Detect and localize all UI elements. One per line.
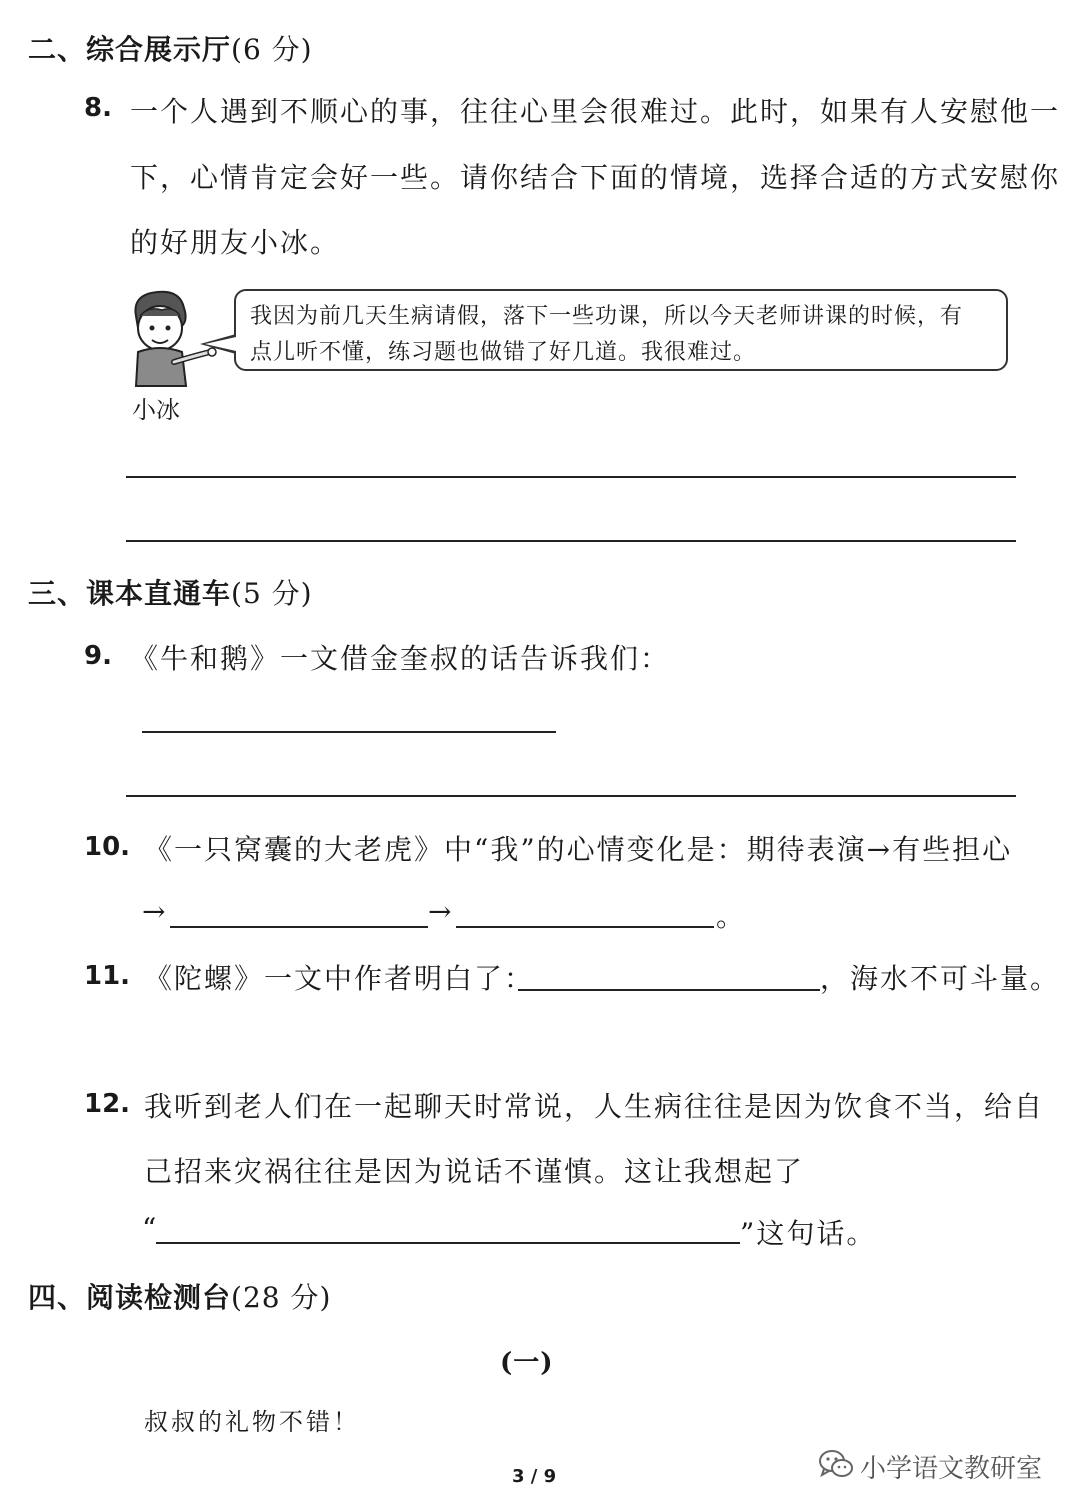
wechat-icon [818, 1448, 854, 1482]
section-4-heading [28, 1276, 331, 1316]
section-4-title: 四、阅读检测台 [28, 1281, 232, 1314]
section-2-heading [28, 28, 313, 68]
question-8-number: 8. [84, 93, 112, 123]
question-12-number: 12. [84, 1089, 131, 1119]
question-12-open-quote: “ [142, 1212, 159, 1245]
page-number: 3 / 9 [512, 1466, 557, 1487]
answer-line-q10-1[interactable] [170, 926, 428, 928]
question-10-text: 《一只窝囊的大老虎》中“我”的心情变化是：期待表演→有些担心 [144, 833, 1013, 866]
question-10-end: 。 [716, 900, 747, 933]
question-8-line-3: 的好朋友小冰。 [130, 226, 341, 259]
answer-line-q8-1[interactable] [126, 476, 1016, 478]
watermark-text: 小学语文教研室 [860, 1454, 1043, 1484]
section-2-title: 二、综合展示厅 [28, 33, 232, 66]
speech-bubble [234, 289, 1008, 371]
section-4-score: (28 分) [231, 1281, 332, 1314]
answer-line-q11[interactable] [518, 989, 820, 991]
answer-line-q8-2[interactable] [126, 540, 1016, 542]
speech-line-1: 我因为前几天生病请假，落下一些功课，所以今天老师讲课的时候，有 [250, 304, 964, 329]
section-3-title: 三、课本直通车 [28, 577, 232, 610]
section-3-score: (5 分) [231, 577, 313, 610]
question-10-arrow-2: → [428, 895, 454, 928]
answer-line-q9-2[interactable] [126, 795, 1016, 797]
question-11-number: 11. [84, 961, 131, 991]
reading-part-label: (一) [500, 1348, 554, 1378]
reading-title: 叔叔的礼物不错！ [144, 1408, 360, 1436]
section-2-score: (6 分) [231, 33, 313, 66]
question-11-text: 《陀螺》一文中作者明白了： [144, 962, 535, 995]
question-8-line-1: 一个人遇到不顺心的事，往往心里会很难过。此时，如果有人安慰他一 [130, 95, 1061, 128]
question-12-line-1: 我听到老人们在一起聊天时常说，人生病往往是因为饮食不当，给自 [144, 1090, 1045, 1123]
question-8-line-2: 下，心情肯定会好一些。请你结合下面的情境，选择合适的方式安慰你 [130, 161, 1061, 194]
speaker-label: 小冰 [132, 396, 180, 424]
section-3-heading [28, 572, 313, 612]
question-9-number: 9. [84, 641, 112, 671]
question-12-close: ”这句话。 [740, 1217, 877, 1250]
answer-line-q9-1[interactable] [142, 731, 556, 733]
question-10-number: 10. [84, 832, 131, 862]
question-9-text: 《牛和鹅》一文借金奎叔的话告诉我们： [130, 642, 671, 675]
question-11-tail: ，海水不可斗量。 [820, 962, 1061, 995]
question-10-arrow-1: → [142, 895, 168, 928]
answer-line-q12[interactable] [156, 1242, 740, 1244]
answer-line-q10-2[interactable] [456, 926, 714, 928]
speech-bubble-tail-fill [205, 337, 236, 351]
question-12-line-2: 己招来灾祸往往是因为说话不谨慎。这让我想起了 [144, 1155, 805, 1188]
speech-line-2: 点儿听不懂，练习题也做错了好几道。我很难过。 [250, 340, 757, 365]
